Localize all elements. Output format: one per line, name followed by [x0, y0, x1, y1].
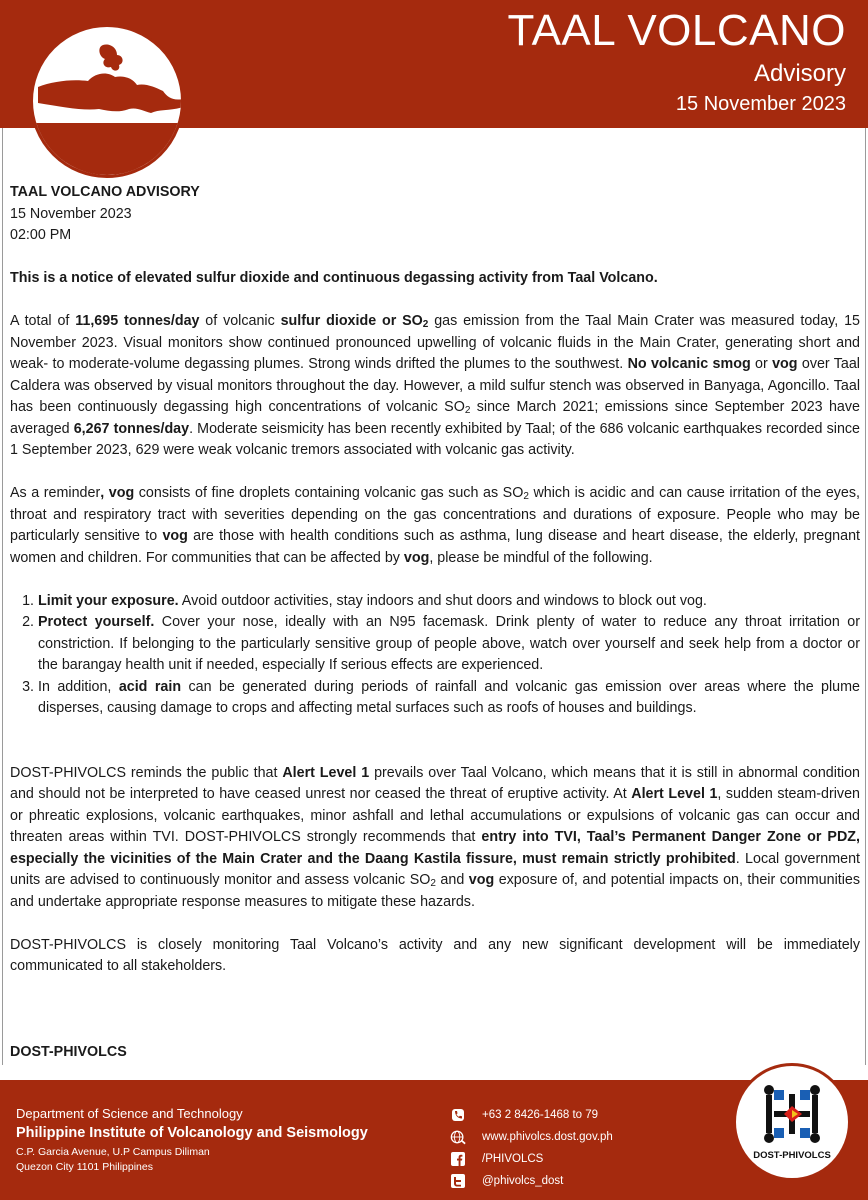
paragraph-emission: A total of 11,695 tonnes/day of volcanic sulfur dioxide or $SO_2$ gas emission from the Taal Main Crater was measured today, 15 November 2023. Visual monitors show continued pronounced upwelling of volcanic fluids in the Main Crater, generating short and weak- to moderate-volume degassing plumes. Strong winds drifted the plumes to the southwest. No volcanic smog or vog over Taal Caldera was observed by visual monitors throughout the day. However, a mild sulfur stench was observed in Banyaga, Agoncillo. Taal has been continuously degassing high concentrations of volcanic $SO_2$ since March 2021; emissions since September 2023 have averaged 6,267 tonnes/day. Moderate seismicity has been recently exhibited by Taal; of the 686 volcanic earthquakes recorded since 1 September 2023, 629 were weak volcanic tremors associated with volcanic gas activity. [10, 313, 860, 458]
dost-emblem-icon [736, 1066, 848, 1178]
globe-icon [450, 1129, 466, 1145]
advisory-heading: TAAL VOLCANO ADVISORY [10, 184, 200, 200]
paragraph-vog-reminder: As a reminder, vog consists of fine droplets containing volcanic gas such as $SO_2$ which is acidic and can cause irritation of the eyes, throat and respiratory tract with severities depending on the gas concentrations and durations of exposure. People who may be particularly sensitive to vog are those with health conditions such as asthma, lung disease and heart disease, the elderly, pregnant women and children. For communities that can be affected by vog, please be mindful of the following. [10, 485, 860, 566]
list-item: 3. In addition, acid rain can be generated during periods of rainfall and volcanic gas emission over areas where the plume disperses, causing damage to crops and affecting metal surfaces such as roofs of houses and buildings. [38, 677, 860, 720]
advisory-date: 15 November 2023 [10, 205, 132, 222]
precautions-list [10, 591, 860, 720]
list-item: 1. Limit your exposure. Avoid outdoor activities, stay indoors and shut doors and windows to block out vog. [38, 591, 860, 613]
header-title: TAAL VOLCANO [507, 6, 846, 55]
footer-contacts [450, 1105, 613, 1193]
footer-department: Department of Science and Technology [16, 1106, 243, 1121]
advisory-time: 02:00 PM [10, 227, 72, 243]
footer-facebook[interactable]: /PHIVOLCS [482, 1153, 544, 1165]
footer-institute: Philippine Institute of Volcanology and Seismology [16, 1125, 368, 1141]
footer-twitter[interactable]: @phivolcs_dost [482, 1175, 564, 1187]
advisory-notice: This is a notice of elevated sulfur dioxide and continuous degassing activity from Taal Volcano. [10, 270, 658, 286]
twitter-icon [450, 1173, 466, 1189]
footer-institution [16, 1106, 368, 1175]
dost-phivolcs-logo [733, 1063, 851, 1181]
paragraph-monitoring: DOST-PHIVOLCS is closely monitoring Taal Volcano’s activity and any new significant development will be immediately communicated to all stakeholders. [10, 936, 860, 974]
advisory-body [10, 182, 860, 1064]
facebook-icon [450, 1151, 466, 1167]
paragraph-alert-level: DOST-PHIVOLCS reminds the public that Alert Level 1 prevails over Taal Volcano, which means that it is still in abnormal condition and should not be interpreted to have ceased unrest nor ceased the threat of eruptive activity. At Alert Level 1, sudden steam-driven or phreatic explosions, volcanic earthquakes, minor ashfall and lethal accumulations or expulsions of volcanic gas can occur and threaten areas within TVI. DOST-PHIVOLCS strongly recommends that entry into TVI, Taal’s Permanent Danger Zone or PDZ, especially the vicinities of the Main Crater and the Daang Kastila fissure, must remain strictly prohibited. Local government units are advised to continuously monitor and assess volcanic $SO_2$ and vog exposure of, and potential impacts on, their communities and undertake appropriate response measures to mitigate these hazards. [10, 764, 860, 910]
list-item: 2. Protect yourself. Cover your nose, ideally with an N95 facemask. Drink plenty of water to reduce any throat irritation or constriction. If belonging to the particularly sensitive group of people above, watch over yourself and seek help from a doctor or the barangay health unit if needed, especially If serious effects are experienced. [38, 612, 860, 677]
footer-website[interactable]: www.phivolcs.dost.gov.ph [482, 1131, 613, 1143]
header-subtitle: Advisory [753, 60, 846, 87]
footer-phone: +63 2 8426-1468 to 79 [482, 1109, 599, 1121]
footer-address: C.P. Garcia Avenue, U.P Campus Diliman Quezon City 1101 Philippines [16, 1146, 210, 1173]
signature: DOST-PHIVOLCS [10, 1044, 127, 1060]
brand-label: DOST-PHIVOLCS [753, 1150, 831, 1161]
phone-icon [450, 1107, 466, 1123]
header-date: 15 November 2023 [675, 93, 846, 115]
